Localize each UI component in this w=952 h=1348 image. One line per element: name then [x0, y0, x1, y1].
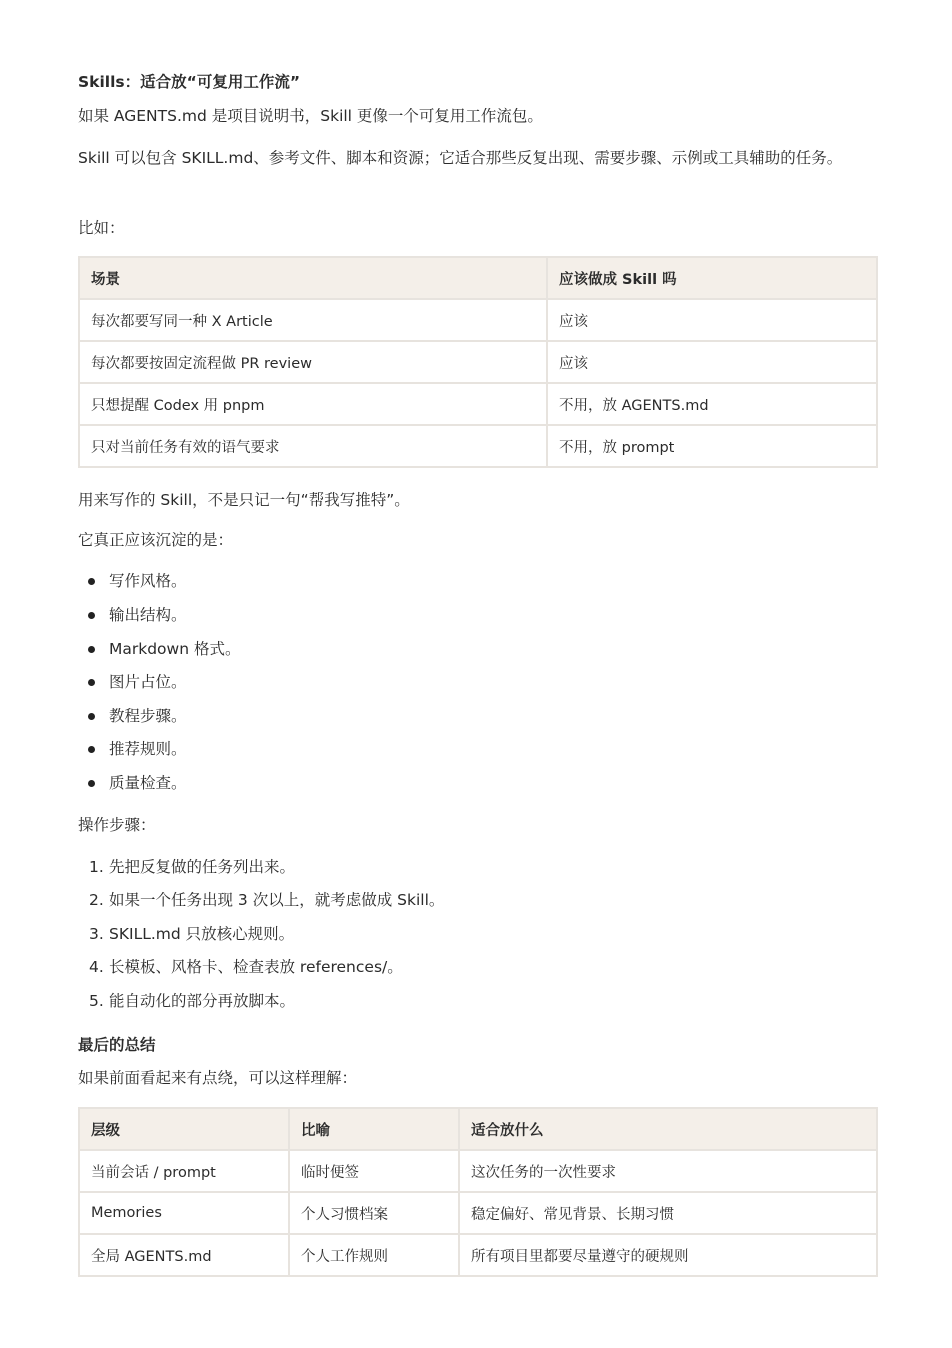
column-header: 应该做成 Skill 吗: [547, 257, 877, 299]
paragraph-writing-note: 用来写作的 Skill，不是只记一句“帮我写推特”。: [78, 491, 410, 509]
table-header-row: [79, 1108, 877, 1150]
bullet-dot-icon: [88, 780, 95, 787]
bullet-dot-icon: [88, 746, 95, 753]
bullet-dot-icon: [88, 578, 95, 585]
table-cell: 只对当前任务有效的语气要求: [79, 425, 547, 467]
table-header-row: [79, 257, 877, 299]
paragraph-description: Skill 可以包含 SKILL.md、参考文件、脚本和资源；它适合那些反复出现、需要步骤、示例或工具辅助的任务。: [78, 149, 843, 167]
table-cell: 应该: [547, 341, 877, 383]
table-cell: 个人习惯档案: [289, 1192, 459, 1234]
table-row: [79, 425, 877, 467]
column-header: 场景: [79, 257, 547, 299]
table-row: [79, 383, 877, 425]
section-heading-summary: 最后的总结: [78, 1036, 156, 1054]
table-cell: 所有项目里都要尽量遵守的硬规则: [459, 1234, 877, 1276]
bullet-dot-icon: [88, 646, 95, 653]
paragraph-summary-intro: 如果前面看起来有点绕，可以这样理解：: [78, 1069, 358, 1087]
column-header: 比喻: [289, 1108, 459, 1150]
table-cell: 临时便签: [289, 1150, 459, 1192]
bullet-dot-icon: [88, 612, 95, 619]
table-cell: 不用，放 prompt: [547, 425, 877, 467]
table-cell: 稳定偏好、常见背景、长期习惯: [459, 1192, 877, 1234]
table-row: [79, 1150, 877, 1192]
table-row: [79, 1192, 877, 1234]
paragraph-intro: 如果 AGENTS.md 是项目说明书，Skill 更像一个可复用工作流包。: [78, 107, 543, 125]
summary-table: [78, 1107, 878, 1277]
table-cell: 每次都要按固定流程做 PR review: [79, 341, 547, 383]
table-cell: 不用，放 AGENTS.md: [547, 383, 877, 425]
table-row: [79, 341, 877, 383]
table-cell: 全局 AGENTS.md: [79, 1234, 289, 1276]
table-row: [79, 1234, 877, 1276]
table-cell: 只想提醒 Codex 用 pnpm: [79, 383, 547, 425]
bullet-dot-icon: [88, 713, 95, 720]
section-heading-skills: Skills：适合放“可复用工作流”: [78, 73, 301, 91]
paragraph-should-contain: 它真正应该沉淀的是：: [78, 531, 234, 549]
bullet-dot-icon: [88, 679, 95, 686]
table-cell: 这次任务的一次性要求: [459, 1150, 877, 1192]
table-cell: 每次都要写同一种 X Article: [79, 299, 547, 341]
paragraph-example-label: 比如：: [78, 219, 125, 237]
table-cell: 当前会话 / prompt: [79, 1150, 289, 1192]
skill-decision-table: [78, 256, 878, 468]
column-header: 层级: [79, 1108, 289, 1150]
table-cell: Memories: [79, 1192, 289, 1234]
column-header: 适合放什么: [459, 1108, 877, 1150]
paragraph-steps-label: 操作步骤：: [78, 816, 156, 834]
table-row: [79, 299, 877, 341]
table-cell: 应该: [547, 299, 877, 341]
table-cell: 个人工作规则: [289, 1234, 459, 1276]
